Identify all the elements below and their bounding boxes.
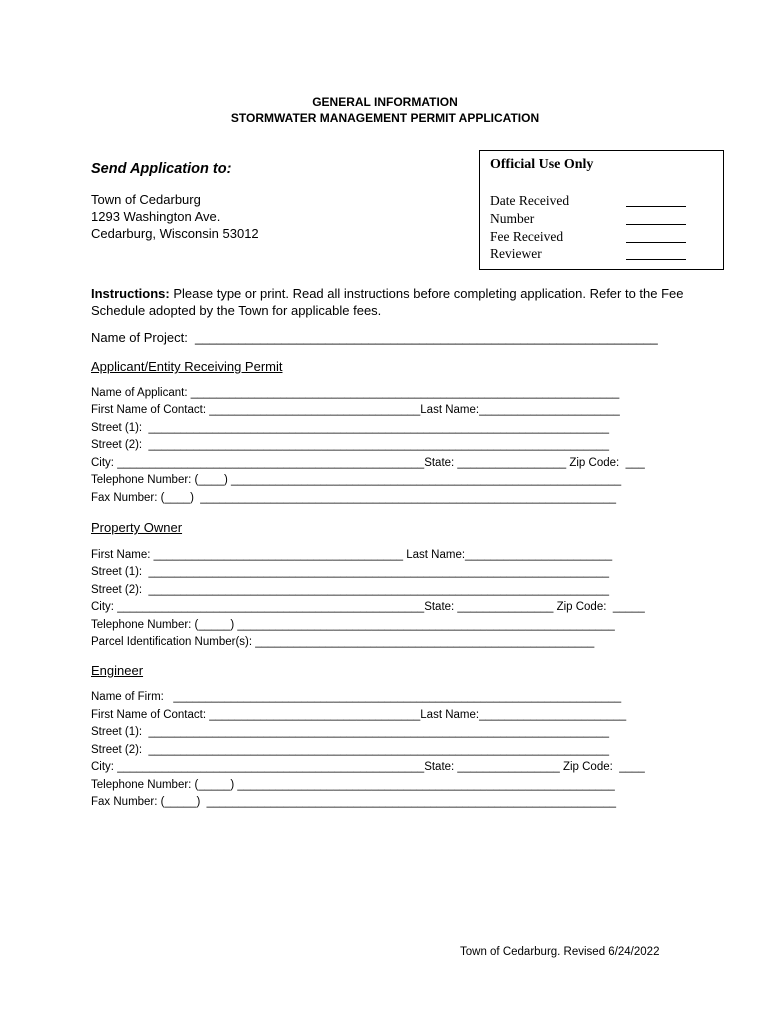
address-line-3: Cedarburg, Wisconsin 53012 [91, 226, 259, 241]
owner-street1-field[interactable]: Street (1): ________________________________________________________________________ [91, 566, 610, 578]
engineer-telephone-field[interactable]: Telephone Number: (_____) ___________________________________________________________ [91, 779, 615, 791]
instructions [91, 286, 691, 319]
official-field-reviewer-blank [626, 259, 686, 260]
engineer-street2-field[interactable]: Street (2): ________________________________________________________________________ [91, 744, 610, 756]
engineer-street1-field[interactable]: Street (1): ________________________________________________________________________ [91, 726, 610, 738]
section-heading-applicant: Applicant/Entity Receiving Permit [91, 359, 283, 374]
applicant-city-field[interactable]: City: ________________________________________________State: _________________ Zip Code: ___ [91, 457, 645, 469]
official-use-title: Official Use Only [490, 157, 594, 172]
owner-telephone-field[interactable]: Telephone Number: (_____) ___________________________________________________________ [91, 619, 615, 631]
official-use-box [479, 150, 724, 270]
engineer-contact-field[interactable]: First Name of Contact: _________________________________Last Name:_______________________ [91, 709, 627, 721]
project-name-field[interactable]: Name of Project: ________________________________________________________________ [91, 330, 658, 345]
official-field-reviewer: Reviewer [490, 246, 542, 261]
owner-parcel-id-field[interactable]: Parcel Identification Number(s): _____________________________________________________ [91, 636, 595, 648]
engineer-city-field[interactable]: City: ________________________________________________State: ________________ Zip Code: ____ [91, 761, 645, 773]
form-title-line-2: STORMWATER MANAGEMENT PERMIT APPLICATION [230, 111, 540, 125]
engineer-fax-field[interactable]: Fax Number: (_____) ________________________________________________________________ [91, 796, 617, 808]
instructions-text: Please type or print. Read all instructions before completing application. Refer to the Fee Schedule adopted by the Town for applicable fees. [91, 286, 684, 318]
official-field-number-blank [626, 224, 686, 225]
official-field-number: Number [490, 211, 535, 226]
section-heading-engineer: Engineer [91, 663, 144, 678]
send-application-heading: Send Application to: [91, 161, 232, 177]
form-title-line-1: GENERAL INFORMATION [312, 95, 458, 109]
applicant-contact-field[interactable]: First Name of Contact: _________________________________Last Name:______________________ [91, 404, 620, 416]
owner-city-field[interactable]: City: ________________________________________________State: _______________ Zip Code: _____ [91, 601, 645, 613]
applicant-telephone-field[interactable]: Telephone Number: (____) _____________________________________________________________ [91, 474, 622, 486]
official-field-fee-received-blank [626, 242, 686, 243]
official-field-date-received-blank [626, 206, 686, 207]
applicant-fax-field[interactable]: Fax Number: (____) _________________________________________________________________ [91, 492, 617, 504]
official-field-date-received: Date Received [490, 193, 570, 208]
owner-first-name-field[interactable]: First Name: _______________________________________ Last Name:_______________________ [91, 549, 613, 561]
footer-revision: Town of Cedarburg. Revised 6/24/2022 [460, 946, 660, 958]
official-field-fee-received: Fee Received [490, 229, 564, 244]
address-line-1: Town of Cedarburg [91, 192, 201, 207]
section-heading-property-owner: Property Owner [91, 520, 183, 535]
instructions-label: Instructions: [91, 286, 170, 301]
applicant-street2-field[interactable]: Street (2): ________________________________________________________________________ [91, 439, 610, 451]
applicant-name-field[interactable]: Name of Applicant: ___________________________________________________________________ [91, 387, 620, 399]
address-line-2: 1293 Washington Ave. [91, 209, 221, 224]
engineer-firm-field[interactable]: Name of Firm: ______________________________________________________________________ [91, 691, 622, 703]
owner-street2-field[interactable]: Street (2): ________________________________________________________________________ [91, 584, 610, 596]
applicant-street1-field[interactable]: Street (1): ________________________________________________________________________ [91, 422, 610, 434]
